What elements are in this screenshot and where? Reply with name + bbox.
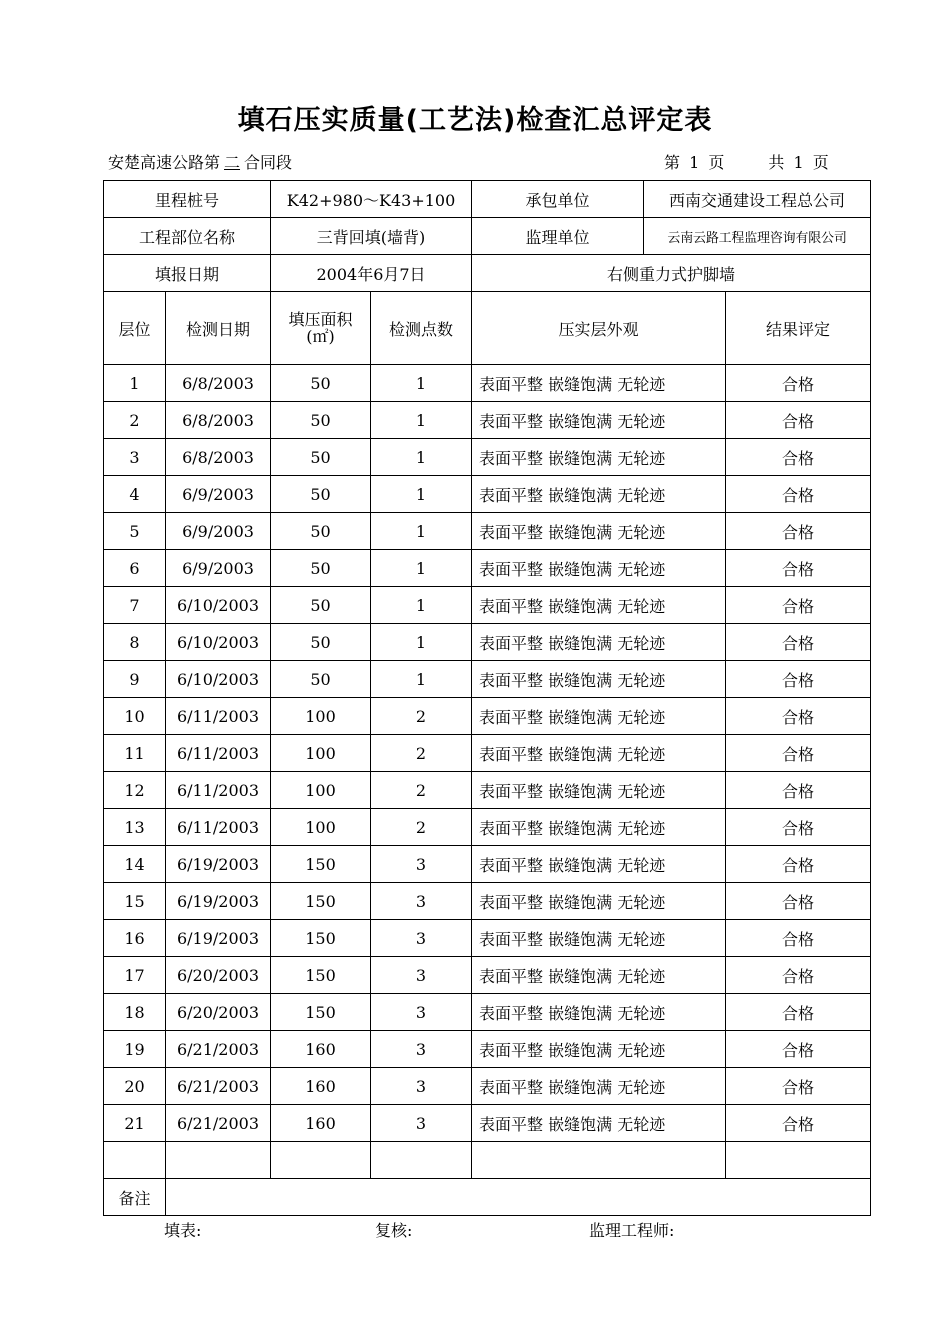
cell-test-date: 6/9/2003 <box>166 513 271 550</box>
table-row <box>104 735 871 772</box>
cell-result: 合格 <box>726 402 871 439</box>
cell-points: 3 <box>371 1105 472 1142</box>
cell-result: 合格 <box>726 772 871 809</box>
cell-area: 160 <box>271 1031 371 1068</box>
cell-layer: 1 <box>104 365 166 402</box>
remarks-label: 备注 <box>104 1179 166 1216</box>
cell-layer: 10 <box>104 698 166 735</box>
cell-area: 100 <box>271 772 371 809</box>
cell-appearance: 表面平整 嵌缝饱满 无轮迹 <box>472 883 726 920</box>
project-line <box>108 150 292 173</box>
project-suffix: 合同段 <box>244 153 293 172</box>
table-row <box>104 772 871 809</box>
cell-area: 50 <box>271 365 371 402</box>
table-row <box>104 883 871 920</box>
table-row <box>104 957 871 994</box>
cell-result: 合格 <box>726 698 871 735</box>
cell-area: 100 <box>271 735 371 772</box>
table-row <box>104 809 871 846</box>
col-points: 检测点数 <box>371 292 472 365</box>
col-appearance: 压实层外观 <box>472 292 726 365</box>
cell-layer: 3 <box>104 439 166 476</box>
cell-result: 合格 <box>726 994 871 1031</box>
cell-result: 合格 <box>726 920 871 957</box>
cell-area: 150 <box>271 846 371 883</box>
cell-area: 150 <box>271 994 371 1031</box>
cell-area: 150 <box>271 920 371 957</box>
cell-appearance: 表面平整 嵌缝饱满 无轮迹 <box>472 365 726 402</box>
table-row <box>104 994 871 1031</box>
cell-points: 1 <box>371 624 472 661</box>
reviewed-by-label: 复核: <box>375 1221 413 1240</box>
table-row <box>104 365 871 402</box>
cell-points: 3 <box>371 846 472 883</box>
cell-result: 合格 <box>726 661 871 698</box>
page-title: 填石压实质量(工艺法)检查汇总评定表 <box>237 105 713 136</box>
col-test-date: 检测日期 <box>166 292 271 365</box>
column-header-row <box>104 292 871 365</box>
table-row <box>104 550 871 587</box>
cell-test-date: 6/20/2003 <box>166 994 271 1031</box>
cell-test-date: 6/19/2003 <box>166 920 271 957</box>
empty-cell <box>166 1142 271 1179</box>
cell-points: 2 <box>371 809 472 846</box>
cell-result: 合格 <box>726 1068 871 1105</box>
cell-test-date: 6/11/2003 <box>166 809 271 846</box>
cell-test-date: 6/21/2003 <box>166 1068 271 1105</box>
table-row <box>104 846 871 883</box>
cell-layer: 20 <box>104 1068 166 1105</box>
cell-result: 合格 <box>726 365 871 402</box>
cell-test-date: 6/10/2003 <box>166 624 271 661</box>
remarks-content <box>166 1179 871 1216</box>
page-total: 共 1 页 <box>768 153 829 172</box>
cell-points: 3 <box>371 1068 472 1105</box>
cell-layer: 6 <box>104 550 166 587</box>
cell-test-date: 6/9/2003 <box>166 476 271 513</box>
cell-test-date: 6/19/2003 <box>166 883 271 920</box>
table-row <box>104 587 871 624</box>
info-row-part <box>104 218 871 255</box>
cell-appearance: 表面平整 嵌缝饱满 无轮迹 <box>472 920 726 957</box>
cell-appearance: 表面平整 嵌缝饱满 无轮迹 <box>472 994 726 1031</box>
cell-layer: 19 <box>104 1031 166 1068</box>
cell-points: 1 <box>371 661 472 698</box>
empty-cell <box>472 1142 726 1179</box>
cell-result: 合格 <box>726 476 871 513</box>
cell-points: 1 <box>371 550 472 587</box>
table-row <box>104 920 871 957</box>
cell-appearance: 表面平整 嵌缝饱满 无轮迹 <box>472 698 726 735</box>
col-area-line1: 填压面积 <box>288 310 353 329</box>
cell-area: 50 <box>271 439 371 476</box>
page-number: 第 1 页 <box>664 153 725 172</box>
cell-result: 合格 <box>726 513 871 550</box>
cell-appearance: 表面平整 嵌缝饱满 无轮迹 <box>472 1068 726 1105</box>
cell-layer: 17 <box>104 957 166 994</box>
cell-test-date: 6/8/2003 <box>166 439 271 476</box>
report-date-label: 填报日期 <box>104 255 271 292</box>
cell-test-date: 6/20/2003 <box>166 957 271 994</box>
cell-appearance: 表面平整 嵌缝饱满 无轮迹 <box>472 624 726 661</box>
cell-result: 合格 <box>726 846 871 883</box>
empty-cell <box>271 1142 371 1179</box>
table-row <box>104 439 871 476</box>
cell-area: 50 <box>271 624 371 661</box>
cell-appearance: 表面平整 嵌缝饱满 无轮迹 <box>472 1031 726 1068</box>
cell-points: 3 <box>371 994 472 1031</box>
cell-appearance: 表面平整 嵌缝饱满 无轮迹 <box>472 957 726 994</box>
cell-result: 合格 <box>726 1105 871 1142</box>
cell-area: 50 <box>271 476 371 513</box>
cell-test-date: 6/19/2003 <box>166 846 271 883</box>
cell-test-date: 6/11/2003 <box>166 698 271 735</box>
col-area-unit: (㎡) <box>306 327 335 346</box>
cell-area: 100 <box>271 809 371 846</box>
cell-points: 1 <box>371 365 472 402</box>
cell-test-date: 6/10/2003 <box>166 587 271 624</box>
cell-appearance: 表面平整 嵌缝饱满 无轮迹 <box>472 809 726 846</box>
cell-points: 2 <box>371 772 472 809</box>
contract-number: 二 <box>224 153 241 172</box>
cell-area: 100 <box>271 698 371 735</box>
cell-points: 1 <box>371 439 472 476</box>
cell-points: 1 <box>371 513 472 550</box>
cell-appearance: 表面平整 嵌缝饱满 无轮迹 <box>472 772 726 809</box>
cell-layer: 8 <box>104 624 166 661</box>
page-counter <box>664 150 829 173</box>
cell-layer: 12 <box>104 772 166 809</box>
info-row-date <box>104 255 871 292</box>
col-result: 结果评定 <box>726 292 871 365</box>
cell-result: 合格 <box>726 735 871 772</box>
remarks-row <box>104 1179 871 1216</box>
part-value: 三背回填(墙背) <box>271 218 472 255</box>
location-note: 右侧重力式护脚墙 <box>472 255 871 292</box>
cell-test-date: 6/21/2003 <box>166 1031 271 1068</box>
table-row <box>104 661 871 698</box>
cell-layer: 7 <box>104 587 166 624</box>
cell-appearance: 表面平整 嵌缝饱满 无轮迹 <box>472 735 726 772</box>
cell-points: 1 <box>371 402 472 439</box>
col-area <box>271 292 371 365</box>
cell-test-date: 6/11/2003 <box>166 772 271 809</box>
cell-area: 50 <box>271 513 371 550</box>
cell-appearance: 表面平整 嵌缝饱满 无轮迹 <box>472 550 726 587</box>
empty-row <box>104 1142 871 1179</box>
cell-area: 160 <box>271 1068 371 1105</box>
cell-layer: 4 <box>104 476 166 513</box>
cell-points: 1 <box>371 476 472 513</box>
table-row <box>104 698 871 735</box>
cell-layer: 18 <box>104 994 166 1031</box>
cell-points: 1 <box>371 587 472 624</box>
supervisor-value: 云南云路工程监理咨询有限公司 <box>644 218 871 255</box>
cell-appearance: 表面平整 嵌缝饱满 无轮迹 <box>472 587 726 624</box>
table-row <box>104 1031 871 1068</box>
cell-appearance: 表面平整 嵌缝饱满 无轮迹 <box>472 439 726 476</box>
cell-layer: 11 <box>104 735 166 772</box>
cell-appearance: 表面平整 嵌缝饱满 无轮迹 <box>472 661 726 698</box>
part-label: 工程部位名称 <box>104 218 271 255</box>
cell-appearance: 表面平整 嵌缝饱满 无轮迹 <box>472 476 726 513</box>
cell-appearance: 表面平整 嵌缝饱满 无轮迹 <box>472 846 726 883</box>
cell-area: 150 <box>271 883 371 920</box>
cell-result: 合格 <box>726 883 871 920</box>
cell-area: 50 <box>271 550 371 587</box>
project-prefix: 安楚高速公路第 <box>108 153 221 172</box>
cell-result: 合格 <box>726 550 871 587</box>
cell-area: 50 <box>271 587 371 624</box>
cell-layer: 16 <box>104 920 166 957</box>
station-value: K42+980～K43+100 <box>271 181 472 218</box>
cell-test-date: 6/10/2003 <box>166 661 271 698</box>
table-row <box>104 513 871 550</box>
cell-layer: 13 <box>104 809 166 846</box>
table-row <box>104 624 871 661</box>
cell-appearance: 表面平整 嵌缝饱满 无轮迹 <box>472 1105 726 1142</box>
cell-test-date: 6/11/2003 <box>166 735 271 772</box>
cell-result: 合格 <box>726 587 871 624</box>
cell-test-date: 6/21/2003 <box>166 1105 271 1142</box>
cell-result: 合格 <box>726 809 871 846</box>
cell-points: 3 <box>371 883 472 920</box>
contractor-label: 承包单位 <box>472 181 644 218</box>
cell-points: 2 <box>371 735 472 772</box>
cell-test-date: 6/8/2003 <box>166 365 271 402</box>
cell-layer: 2 <box>104 402 166 439</box>
cell-test-date: 6/8/2003 <box>166 402 271 439</box>
station-label: 里程桩号 <box>104 181 271 218</box>
cell-test-date: 6/9/2003 <box>166 550 271 587</box>
filled-by-label: 填表: <box>164 1221 202 1240</box>
cell-area: 160 <box>271 1105 371 1142</box>
inspection-table <box>103 180 871 1216</box>
cell-points: 2 <box>371 698 472 735</box>
empty-cell <box>104 1142 166 1179</box>
cell-area: 50 <box>271 402 371 439</box>
contractor-value: 西南交通建设工程总公司 <box>644 181 871 218</box>
cell-layer: 15 <box>104 883 166 920</box>
cell-points: 3 <box>371 957 472 994</box>
engineer-label: 监理工程师: <box>589 1221 675 1240</box>
table-row <box>104 1105 871 1142</box>
empty-cell <box>726 1142 871 1179</box>
cell-appearance: 表面平整 嵌缝饱满 无轮迹 <box>472 513 726 550</box>
cell-result: 合格 <box>726 1031 871 1068</box>
cell-area: 50 <box>271 661 371 698</box>
empty-cell <box>371 1142 472 1179</box>
table-row <box>104 402 871 439</box>
cell-result: 合格 <box>726 957 871 994</box>
info-row-station <box>104 181 871 218</box>
report-date-value: 2004年6月7日 <box>271 255 472 292</box>
col-layer: 层位 <box>104 292 166 365</box>
supervisor-label: 监理单位 <box>472 218 644 255</box>
cell-result: 合格 <box>726 624 871 661</box>
cell-appearance: 表面平整 嵌缝饱满 无轮迹 <box>472 402 726 439</box>
cell-result: 合格 <box>726 439 871 476</box>
cell-layer: 5 <box>104 513 166 550</box>
table-row <box>104 1068 871 1105</box>
cell-layer: 9 <box>104 661 166 698</box>
cell-points: 3 <box>371 1031 472 1068</box>
cell-points: 3 <box>371 920 472 957</box>
cell-layer: 21 <box>104 1105 166 1142</box>
cell-layer: 14 <box>104 846 166 883</box>
cell-area: 150 <box>271 957 371 994</box>
table-row <box>104 476 871 513</box>
